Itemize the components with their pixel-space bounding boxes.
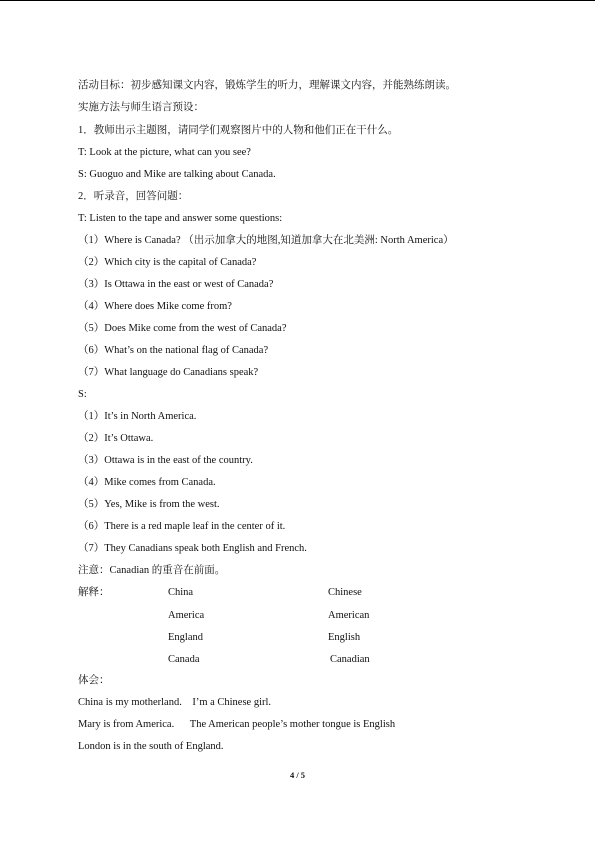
explain-label: 解释： bbox=[78, 587, 110, 598]
text-line: （3）Ottawa is in the east of the country. bbox=[78, 455, 253, 466]
nationality-word: Canadian bbox=[330, 654, 370, 665]
text-line: S: Guoguo and Mike are talking about Canada. bbox=[78, 169, 276, 180]
text-line: （6）What’s on the national flag of Canada? bbox=[78, 345, 269, 356]
nationality-word: American bbox=[328, 610, 370, 621]
text-line: China is my motherland. I’m a Chinese girl. bbox=[78, 697, 272, 708]
country-name: China bbox=[168, 587, 194, 598]
text-line: （5）Yes, Mike is from the west. bbox=[78, 499, 220, 510]
text-line: 1．教师出示主题图，请同学们观察图片中的人物和他们正在干什么。 bbox=[78, 125, 399, 136]
text-line: （7）What language do Canadians speak? bbox=[78, 367, 259, 378]
text-line: （7）They Canadians speak both English and French. bbox=[78, 543, 307, 554]
text-line: （2）It’s Ottawa. bbox=[78, 433, 154, 444]
country-name: Canada bbox=[168, 654, 200, 665]
text-line: （6）There is a red maple leaf in the center of it. bbox=[78, 521, 286, 532]
page-number: 4 / 5 bbox=[289, 770, 306, 780]
text-line: （5）Does Mike come from the west of Canada? bbox=[78, 323, 287, 334]
country-name: England bbox=[168, 632, 203, 643]
text-line: 活动目标：初步感知课文内容，锻炼学生的听力，理解课文内容，并能熟练朗读。 bbox=[78, 80, 456, 91]
country-name: America bbox=[168, 610, 205, 621]
text-line: （3）Is Ottawa in the east or west of Canada? bbox=[78, 279, 274, 290]
text-line: （4）Where does Mike come from? bbox=[78, 301, 232, 312]
text-line: 注意：Canadian 的重音在前面。 bbox=[78, 565, 226, 576]
text-line: 实施方法与师生语言预设： bbox=[78, 102, 204, 113]
text-line: Mary is from America. The American people’s mother tongue is English bbox=[78, 719, 396, 730]
nationality-word: English bbox=[328, 632, 361, 643]
text-line: （1）Where is Canada? （出示加拿大的地图,知道加拿大在北美洲: North America） bbox=[78, 235, 454, 246]
text-line: T: Listen to the tape and answer some questions: bbox=[78, 213, 283, 224]
text-line: London is in the south of England. bbox=[78, 741, 224, 752]
text-line: T: Look at the picture, what can you see? bbox=[78, 147, 251, 158]
text-line: 2．听录音，回答问题： bbox=[78, 191, 189, 202]
text-line: （2）Which city is the capital of Canada? bbox=[78, 257, 257, 268]
nationality-word: Chinese bbox=[328, 587, 362, 598]
text-line: （4）Mike comes from Canada. bbox=[78, 477, 216, 488]
text-line: S: bbox=[78, 389, 87, 400]
experience-label: 体会： bbox=[78, 675, 110, 686]
text-line: （1）It’s in North America. bbox=[78, 411, 197, 422]
